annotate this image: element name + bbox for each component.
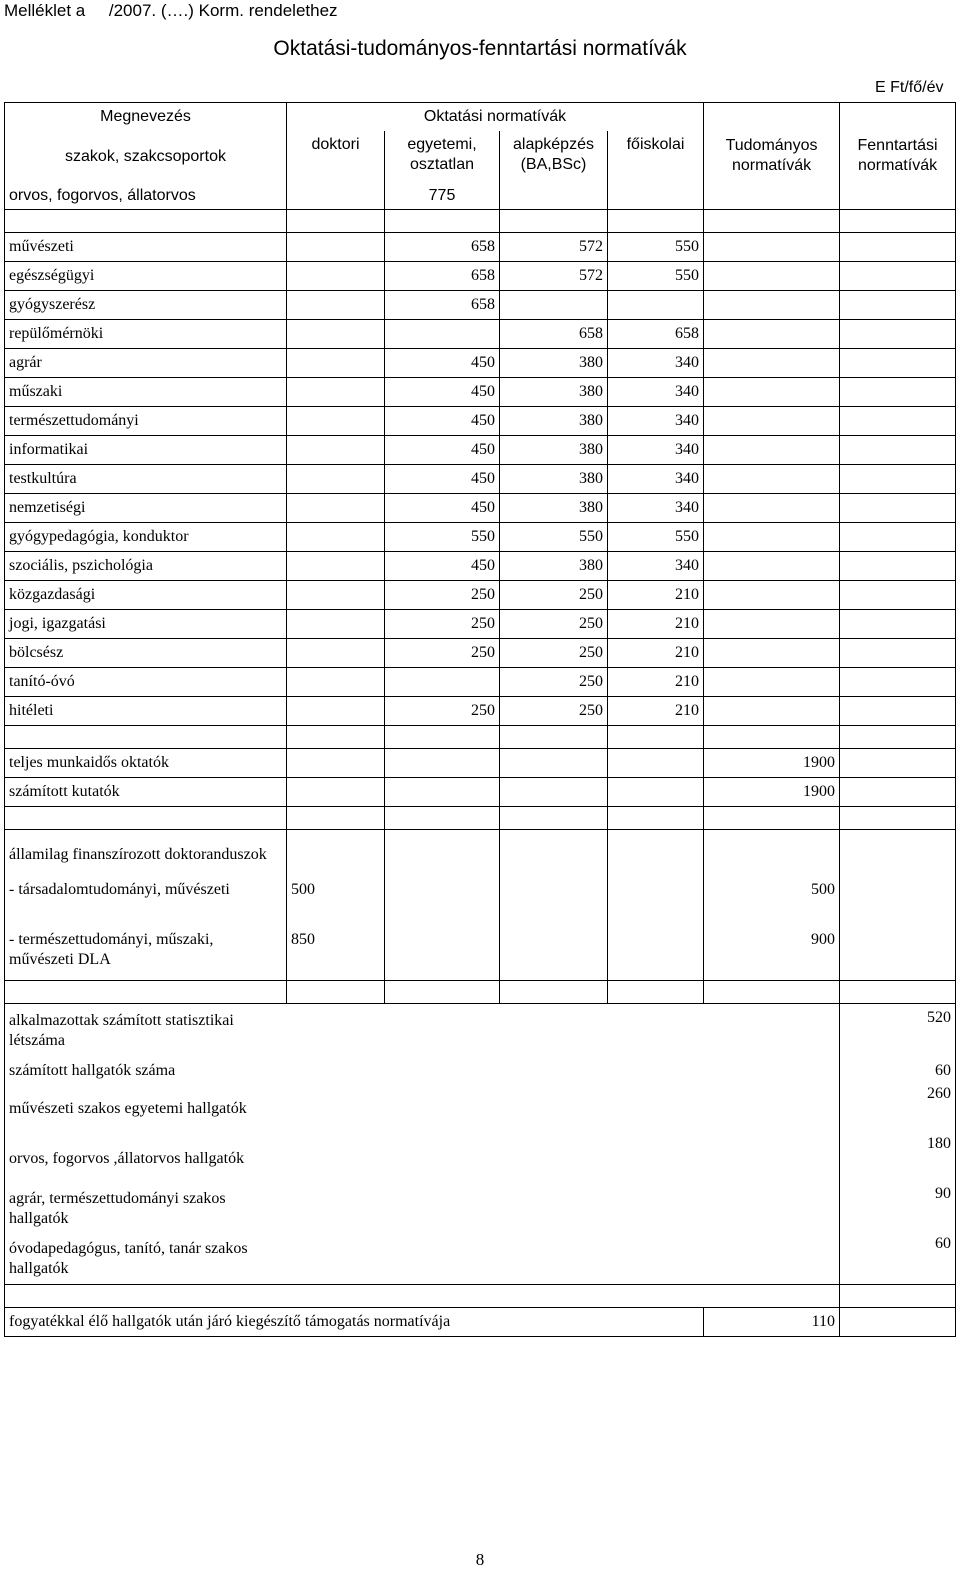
doctoral-heading-row: államilag finanszírozott doktoranduszok [5, 830, 956, 881]
orvos-label: orvos, fogorvos, állatorvos [5, 183, 287, 210]
unit-label: E Ft/fő/év [875, 79, 944, 96]
table-row: bölcsész 250 250 210 [5, 639, 956, 668]
disability-row: fogyatékkal élő hallgatók után járó kiegészítő támogatás normatívája 110 [5, 1308, 956, 1337]
gap-row [5, 1285, 956, 1308]
gap-row [5, 807, 956, 830]
maintenance-row: agrár, természettudományi szakos hallgatók 90 [5, 1184, 956, 1234]
maintenance-row: művészeti szakos egyetemi hallgatók 260 [5, 1084, 956, 1134]
col-megnevezes: Megnevezés [5, 103, 287, 132]
gap-row [5, 981, 956, 1004]
table-row: hitéleti 250 250 210 [5, 697, 956, 726]
table-row: gyógyszerész 658 [5, 291, 956, 320]
col-tudomanyos: Tudományos normatívák [704, 103, 840, 210]
maintenance-row: alkalmazottak számított statisztikai létszáma 520 [5, 1004, 956, 1059]
annex-reference: Melléklet a /2007. (….) Korm. rendelethez [4, 1, 338, 20]
doctoral-row: - természettudományi, műszaki, művészeti DLA 850 900 [5, 930, 956, 981]
table-row: informatikai 450 380 340 [5, 436, 956, 465]
col-oktatasi: Oktatási normatívák [287, 103, 704, 132]
page-number: 8 [475, 1550, 485, 1569]
research-row: teljes munkaidős oktatók 1900 [5, 749, 956, 778]
col-alapkepzes: alapképzés (BA,BSc) [500, 131, 608, 183]
table-row: szociális, pszichológia 450 380 340 [5, 552, 956, 581]
research-row: számított kutatók 1900 [5, 778, 956, 807]
table-row: közgazdasági 250 250 210 [5, 581, 956, 610]
gap-row [5, 726, 956, 749]
page-title: Oktatási-tudományos-fenntartási normatívák [273, 37, 687, 60]
table-row: tanító-óvó 250 210 [5, 668, 956, 697]
col-szakok: szakok, szakcsoportok [5, 131, 287, 183]
doctoral-row: - társadalomtudományi, művészeti 500 500 [5, 880, 956, 930]
table-row: nemzetiségi 450 380 340 [5, 494, 956, 523]
table-row: testkultúra 450 380 340 [5, 465, 956, 494]
col-foiskolai: főiskolai [608, 131, 704, 183]
table-row: jogi, igazgatási 250 250 210 [5, 610, 956, 639]
table-row: természettudományi 450 380 340 [5, 407, 956, 436]
table-row: műszaki 450 380 340 [5, 378, 956, 407]
table-row: agrár 450 380 340 [5, 349, 956, 378]
gap-row [5, 210, 956, 233]
normativa-table [4, 102, 956, 1337]
orvos-egyetemi: 775 [385, 183, 500, 210]
col-fenntartasi: Fenntartási normatívák [840, 103, 956, 210]
col-doktori: doktori [287, 131, 385, 183]
header-row-1 [5, 103, 956, 132]
maintenance-row: óvodapedagógus, tanító, tanár szakos hallgatók 60 [5, 1234, 956, 1285]
maintenance-row: számított hallgatók száma 60 [5, 1058, 956, 1084]
maintenance-row: orvos, fogorvos ,állatorvos hallgatók 180 [5, 1134, 956, 1184]
table-row: egészségügyi 658 572 550 [5, 262, 956, 291]
table-row: művészeti 658 572 550 [5, 233, 956, 262]
col-egyetemi: egyetemi, osztatlan [385, 131, 500, 183]
table-row: repülőmérnöki 658 658 [5, 320, 956, 349]
table-row: gyógypedagógia, konduktor 550 550 550 [5, 523, 956, 552]
